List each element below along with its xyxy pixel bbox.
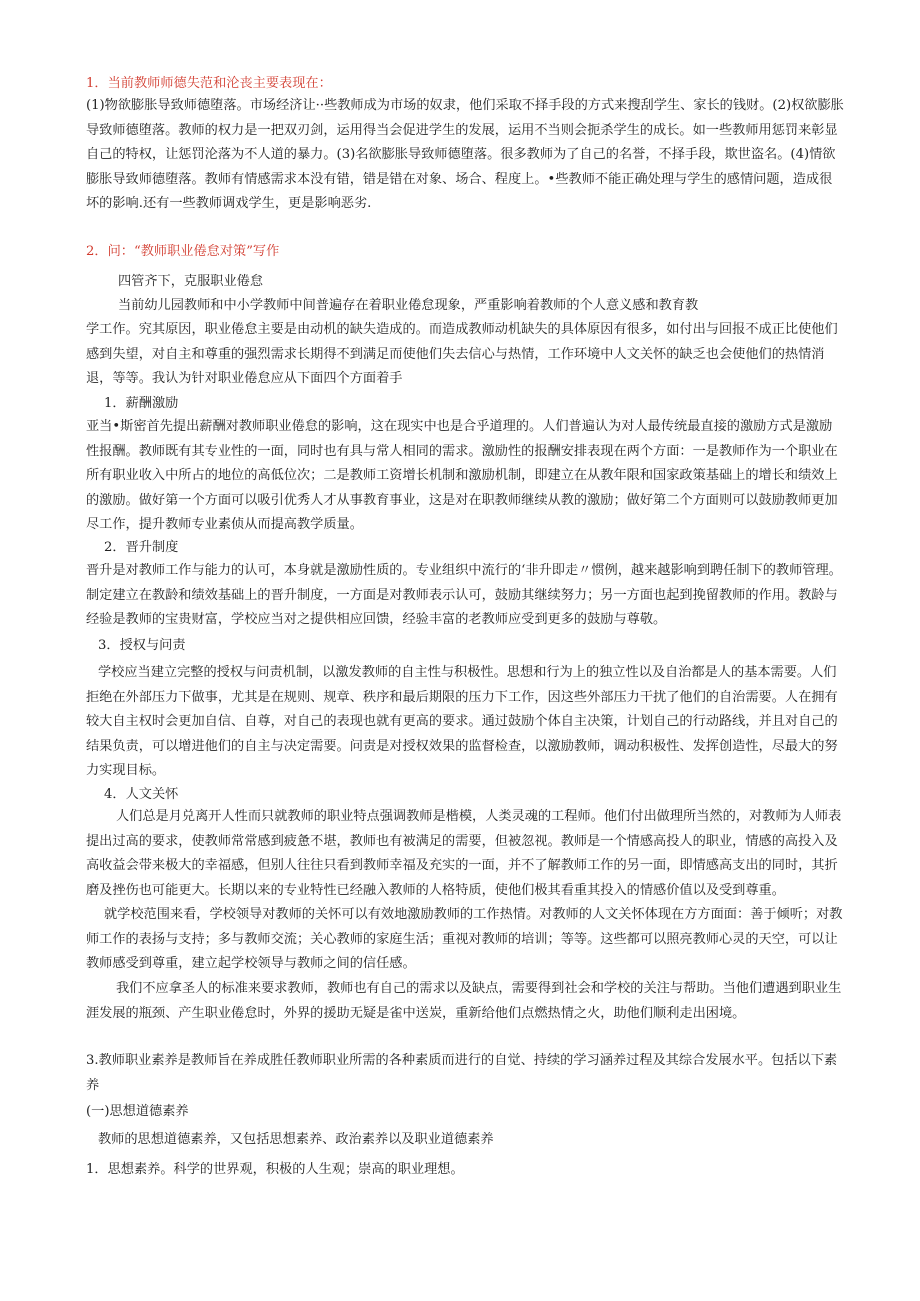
section-3-sub-body: 教师的思想道德素养，又包括思想素养、政治素养以及职业道德素养 bbox=[98, 1132, 494, 1147]
point-1-body: 亚当•斯密首先提出薪酬对教师职业倦怠的影响，这在现实中也是合乎道理的。人们普遍认为对人最传统最直接的激励方式是激励性报酬。教师既有其专业性的一面，同时也有具与常人相同的需求。激励性的报酬安排表现在两个方面：一是教师作为一个职业在所有职业收入中所占的地位的高低位次；二是教师工资增长机制和激励机制，即建立在从教年限和国家政策基础上的增长和绩效上的激励。做好第一个方面可以吸引优秀人才从事教育事业，这是对在职教师继续从教的激励；做好第二个方面则可以鼓励教师更加尽工作，提升教师专业素侦从而提高教学质量。 bbox=[86, 419, 838, 532]
section-1-heading: 1．当前教师师德失范和沦丧主要表现在： bbox=[86, 76, 332, 91]
essay-title: 四管齐下，克服职业倦怠 bbox=[118, 274, 264, 289]
essay-intro-body: 学工作。究其原因，职业倦怠主要是由动机的缺失造成的。而造成教师动机缺失的具体原因有很多，如付出与回报不成正比使他们感到失望，对自主和尊重的强烈需求长期得不到满足而使他们失去信心与热情，工作环境中人文关怀的缺乏也会使他们的热情消退，等等。我认为针对职业倦怠应从下面四个方面着手 bbox=[86, 322, 838, 386]
point-2-body: 晋升是对教师工作与能力的认可，本身就是激励性质的。专业组织中流行的‘非升即走〃惯例，越来越影响到聘任制下的教师管理。制定建立在教龄和绩效基础上的晋升制度，一方面是对教师表示认可，鼓励其继续努力；另一方面也起到挽留教师的作用。教龄与经验是教师的宝贵财富，学校应当对之提供相应回馈，经验丰富的老教师应受到更多的鼓励与尊敬。 bbox=[86, 563, 842, 627]
section-3-item-1: 1．思想素养。科学的世界观，积极的人生观；崇高的职业理想。 bbox=[86, 1162, 464, 1177]
point-1-heading: 1．薪酬激励 bbox=[104, 396, 179, 411]
point-4-body-1: 人们总是月兑离开人性而只就教师的职业特点强调教师是楷模，人类灵魂的工程师。他们付出做理所当然的，对教师为人师表提出过高的要求，使教师常常感到疲惫不堪，教师也有被满足的需要，但被忽视。教师是一个情感高投人的职业，情感的高投入及高收益会带来极大的幸福感，但别人往往只看到教师幸福及充实的一面，并不了解教师工作的另一面，即情感高支出的同时，其折磨及挫伤也可能更大。长期以来的专业特性已经融入教师的人格特质，使他们极其看重其投入的情感价值以及受到尊重。 bbox=[86, 809, 842, 898]
section-2-heading: 2．问：“教师职业倦怠对策”写作 bbox=[86, 244, 280, 259]
point-4-body-3: 我们不应拿圣人的标准来要求教师，教师也有自己的需求以及缺点，需要得到社会和学校的关注与帮助。当他们遭遇到职业生涯发展的瓶颈、产生职业倦怠时，外界的援助无疑是雀中送炭，重新给他们点燃热情之火，助他们顺利走出困境。 bbox=[86, 981, 842, 1021]
point-4-heading: 4．人文关怀 bbox=[104, 787, 179, 802]
point-3-heading: 3．授权与问责 bbox=[98, 638, 186, 653]
point-4-body-2: 就学校范围来看，学校领导对教师的关怀可以有效地激励教师的工作热情。对教师的人文关怀体现在方方面面：善于倾听；对教师工作的表扬与支持；多与教师交流；关心教师的家庭生活；重视对教师的培训；等等。这些都可以照亮教师心灵的天空，可以让教师感受到尊重，建立起学校领导与教师之间的信任感。 bbox=[86, 907, 843, 971]
section-1-body: (1)物欲膨胀导致师德堕落。市场经济让··些教师成为市场的奴隶，他们采取不择手段的方式来搜刮学生、家长的钱财。(2)权欲膨胀导致师德堕落。教师的权力是一把双刃剑，运用得当会促进学生的发展，运用不当则会扼杀学生的成长。如一些教师用惩罚来彰显自己的特权，让惩罚沦落为不人道的暴力。(3)名欲膨胀导致师德堕落。很多教师为了自己的名誉，不择手段，欺世盗名。(4)情欲膨胀导致师德堕落。教师有情感需求本没有错，错是错在对象、场合、程度上。•些教师不能正确处理与学生的感情问题，造成很坏的影响.还有一些教师调戏学生，更是影响恶劣. bbox=[86, 98, 844, 211]
section-3-body: 3.教师职业素养是教师旨在养成胜任教师职业所需的各种素质而进行的自觉、持续的学习涵养过程及其综合发展水平。包括以下素养 bbox=[86, 1053, 838, 1093]
essay-intro-first-line: 当前幼儿园教师和中小学教师中间普遍存在着职业倦怠现象，严重影响着教师的个人意义感和教育教 bbox=[118, 298, 699, 313]
section-3-sub-heading: (一)思想道德素养 bbox=[86, 1104, 189, 1119]
point-2-heading: 2．晋升制度 bbox=[104, 540, 179, 555]
point-3-body: 学校应当建立完整的授权与问责机制，以激发教师的自主性与积极性。思想和行为上的独立性以及自治都是人的基本需要。人们拒绝在外部压力下做事，尤其是在规则、规章、秩序和最后期限的压力下工作，因这些外部压力干扰了他们的自治需要。人在拥有较大自主权时会更加自信、自尊，对自己的表现也就有更高的要求。通过鼓励个体自主决策，计划自己的行动路线，并且对自己的结果负责，可以增进他们的自主与决定需要。问责是对授权效果的监督检查，以激励教师，调动积极性、发挥创造性，尽最大的努力实现目标。 bbox=[86, 665, 838, 778]
